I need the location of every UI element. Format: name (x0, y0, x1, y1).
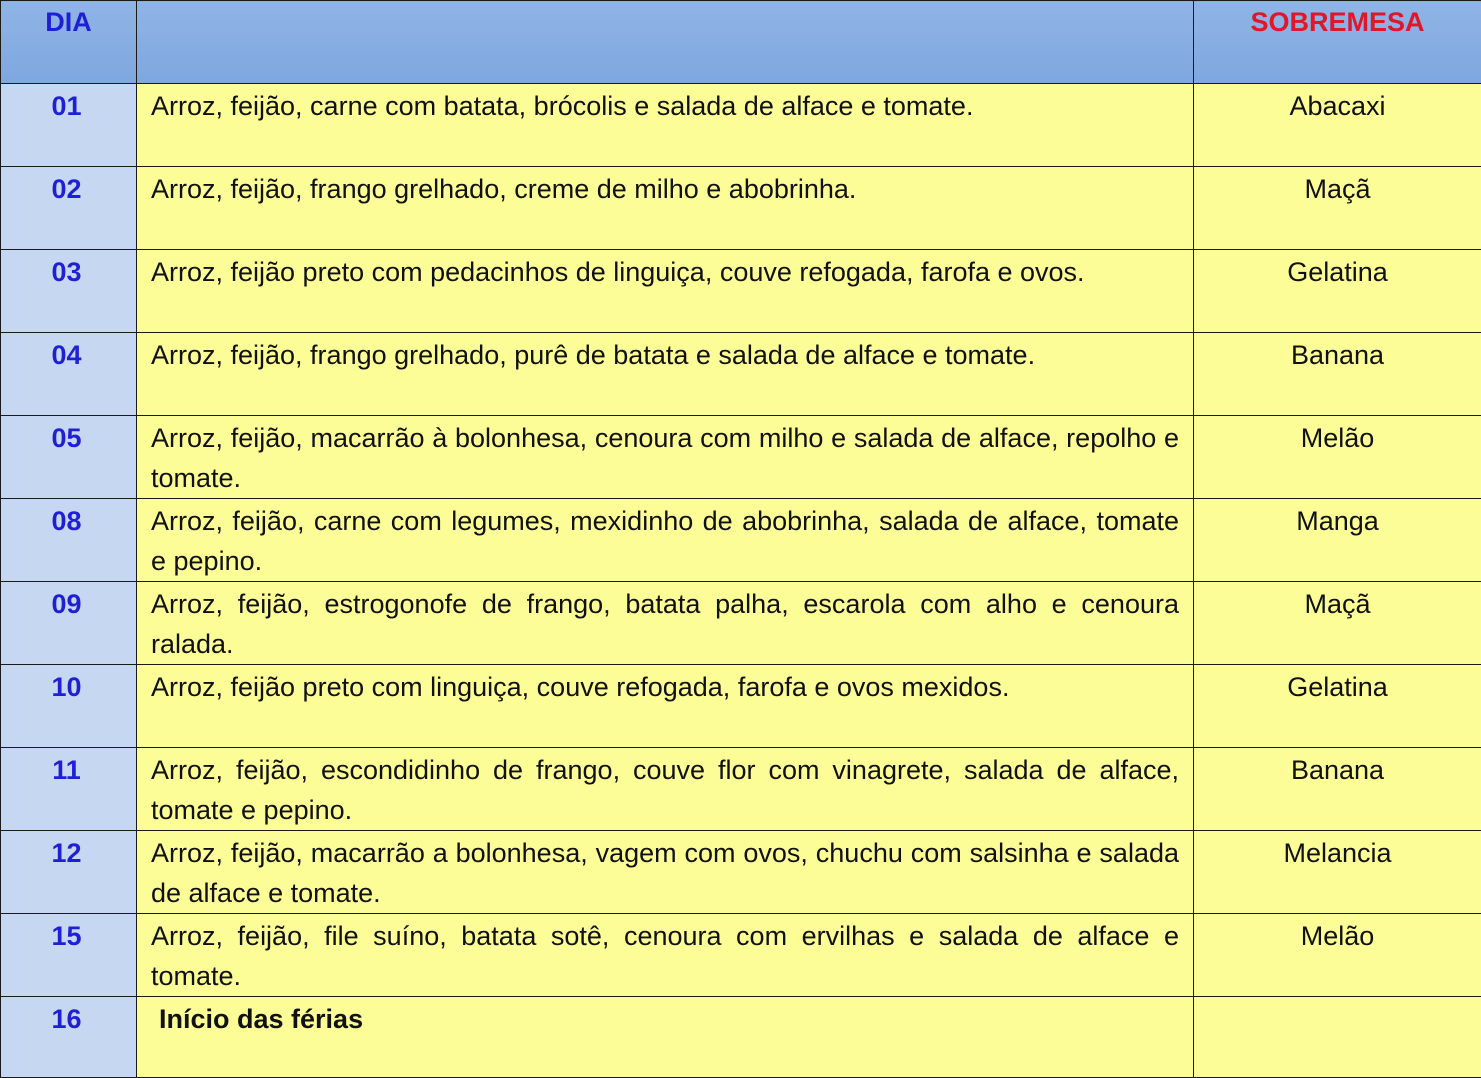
dessert-cell: Banana (1194, 748, 1481, 831)
header-dessert: SOBREMESA (1194, 1, 1481, 84)
table-row (1, 333, 1481, 416)
dessert-cell: Abacaxi (1194, 84, 1481, 167)
dessert-cell: Melancia (1194, 831, 1481, 914)
dessert-cell: Banana (1194, 333, 1481, 416)
day-cell: 15 (1, 914, 137, 997)
meal-cell: Arroz, feijão, macarrão a bolonhesa, vagem com ovos, chuchu com salsinha e salada de alface e tomate. (137, 831, 1194, 914)
meal-cell: Arroz, feijão, escondidinho de frango, couve flor com vinagrete, salada de alface, tomate e pepino. (137, 748, 1194, 831)
dessert-cell: Gelatina (1194, 250, 1481, 333)
meal-cell: Arroz, feijão, carne com batata, brócolis e salada de alface e tomate. (137, 84, 1194, 167)
meal-cell: Arroz, feijão, macarrão à bolonhesa, cenoura com milho e salada de alface, repolho e tomate. (137, 416, 1194, 499)
day-cell: 03 (1, 250, 137, 333)
day-cell: 09 (1, 582, 137, 665)
day-cell: 04 (1, 333, 137, 416)
table-row (1, 997, 1481, 1078)
table-row (1, 748, 1481, 831)
day-cell: 02 (1, 167, 137, 250)
dessert-cell: Maçã (1194, 582, 1481, 665)
table-row (1, 250, 1481, 333)
dessert-cell: Melão (1194, 416, 1481, 499)
meal-cell: Arroz, feijão preto com pedacinhos de linguiça, couve refogada, farofa e ovos. (137, 250, 1194, 333)
meal-cell: Arroz, feijão, frango grelhado, creme de milho e abobrinha. (137, 167, 1194, 250)
table-row (1, 831, 1481, 914)
day-cell: 08 (1, 499, 137, 582)
day-cell: 12 (1, 831, 137, 914)
meal-cell: Arroz, feijão, frango grelhado, purê de batata e salada de alface e tomate. (137, 333, 1194, 416)
table-row (1, 914, 1481, 997)
header-meal (137, 1, 1194, 84)
table-row (1, 167, 1481, 250)
header-row (1, 1, 1481, 84)
meal-cell: Arroz, feijão, estrogonofe de frango, batata palha, escarola com alho e cenoura ralada. (137, 582, 1194, 665)
header-day: DIA (1, 1, 137, 84)
dessert-cell: Maçã (1194, 167, 1481, 250)
day-cell: 16 (1, 997, 137, 1078)
dessert-cell: Manga (1194, 499, 1481, 582)
dessert-cell: Gelatina (1194, 665, 1481, 748)
day-cell: 10 (1, 665, 137, 748)
meal-cell: Arroz, feijão, carne com legumes, mexidinho de abobrinha, salada de alface, tomate e pepino. (137, 499, 1194, 582)
dessert-cell: Melão (1194, 914, 1481, 997)
dessert-cell (1194, 997, 1481, 1078)
day-cell: 05 (1, 416, 137, 499)
table-row (1, 416, 1481, 499)
day-cell: 01 (1, 84, 137, 167)
table-row (1, 665, 1481, 748)
meal-cell: Arroz, feijão, file suíno, batata sotê, cenoura com ervilhas e salada de alface e tomate. (137, 914, 1194, 997)
table-row (1, 582, 1481, 665)
table-row (1, 84, 1481, 167)
meal-cell: Arroz, feijão preto com linguiça, couve refogada, farofa e ovos mexidos. (137, 665, 1194, 748)
day-cell: 11 (1, 748, 137, 831)
table-row (1, 499, 1481, 582)
meal-cell: Início das férias (137, 997, 1194, 1078)
